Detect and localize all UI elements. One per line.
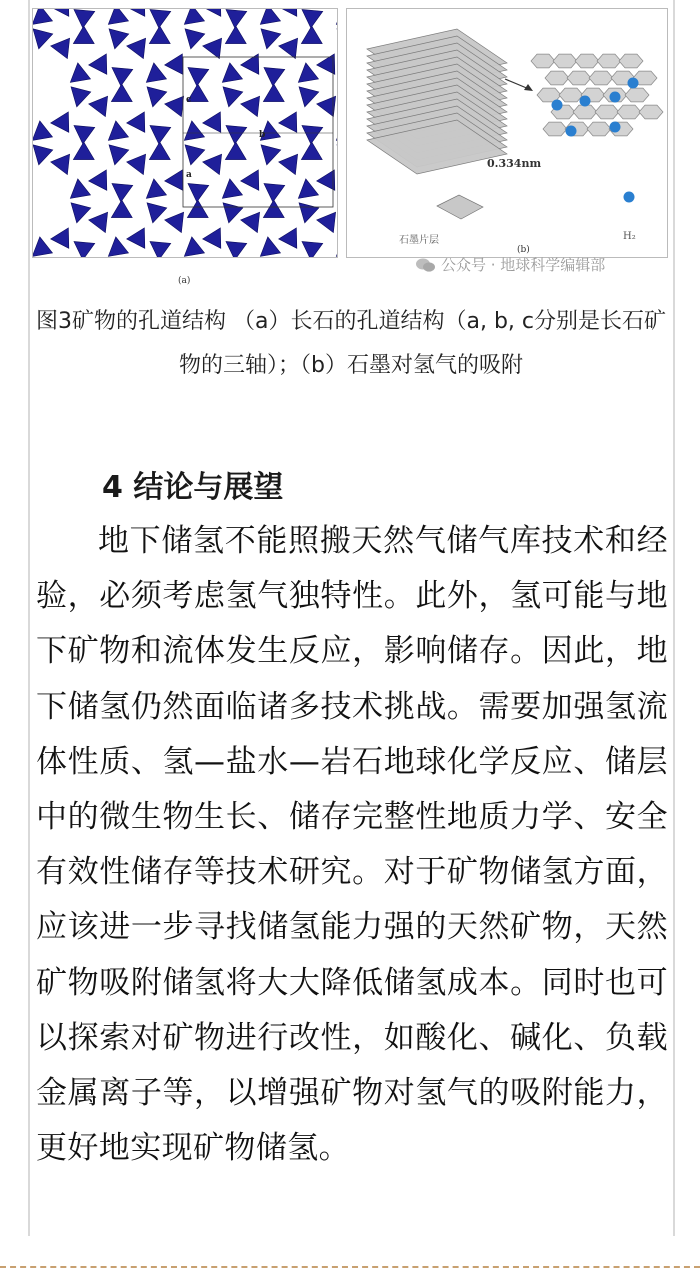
h2-label: H₂ [623,231,636,242]
feldspar-structure-panel [32,8,338,258]
axis-label-a: a [186,170,192,180]
bottom-divider [0,1266,700,1268]
panel-a-label: (a) [178,276,191,286]
axis-label-c: c [186,95,192,105]
graphite-adsorption-image [347,9,668,258]
graphite-adsorption-panel [346,8,668,258]
graphite-sheet-label: 石墨片层 [399,235,439,246]
figure-3 [30,0,673,285]
feldspar-structure-image [33,9,338,258]
section-heading: 4 结论与展望 [102,470,284,505]
watermark-text: 公众号 · 地球科学编辑部 [441,256,606,274]
figure-caption: 图3矿物的孔道结构 （a）长石的孔道结构（a, b, c分别是长石矿物的三轴）；（b）石墨对氢气的吸附 [36,309,666,378]
axis-label-b: b [259,130,266,140]
watermark [415,254,605,275]
panel-b-label: (b) [517,245,530,255]
wechat-icon [415,257,437,273]
body-paragraph: 地下储氢不能照搬天然气储气库技术和经验，必须考虑氢气独特性。此外，氢可能与地下矿物和流体发生反应，影响储存。因此，地下储氢仍然面临诸多技术挑战。需要加强氢流体性质、氢—盐水—岩石地球化学反应、储层中的微生物生长、储存完整性地质力学、安全有效性储存等技术研究。对于矿物储氢方面，应该进一步寻找储氢能力强的天然矿物，天然矿物吸附储氢将大大降低储氢成本。同时也可以探索对矿物进行改性，如酸化、碱化、负载金属离子等，以增强矿物对氢气的吸附能力，更好地实现矿物储氢。 [36,523,668,1167]
right-border [673,0,675,1236]
spacing-label: 0.334nm [487,157,542,170]
